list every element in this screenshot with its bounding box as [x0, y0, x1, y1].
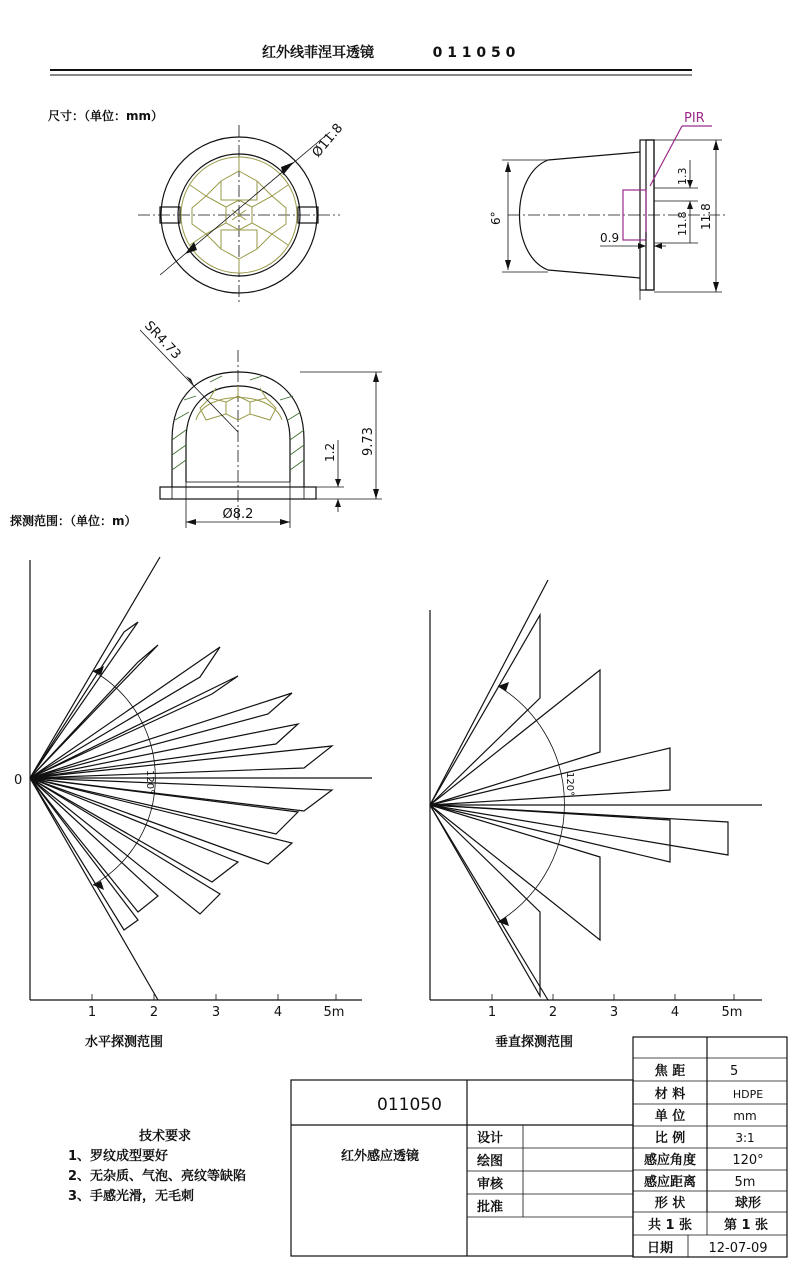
spec-angle-label: 感应角度 [643, 1153, 697, 1168]
pir-label: PIR [684, 111, 705, 126]
vertical-tick-3: 3 [609, 1005, 619, 1020]
dome-thickness-label: 1.2 [323, 442, 337, 462]
date-label: 日期 [646, 1241, 674, 1256]
vertical-zone-1 [430, 615, 540, 805]
technical-requirements [68, 1128, 246, 1204]
spec-material-label: 材 料 [654, 1087, 686, 1102]
horizontal-tick-2: 2 [149, 1005, 159, 1020]
spec-shape-label: 形 状 [654, 1196, 686, 1211]
vertical-tick-5: 5m [721, 1005, 743, 1020]
horizontal-zone-4 [30, 676, 238, 778]
horizontal-x-ticks [88, 994, 345, 1020]
side-view [489, 111, 725, 300]
side-overall-label: 11.8 [699, 203, 713, 230]
date-value: 12-07-09 [708, 1241, 768, 1256]
horizontal-zone-1 [30, 622, 138, 778]
dome-section-view [140, 318, 382, 528]
front-view [138, 121, 346, 305]
part-number: 011050 [377, 1095, 442, 1115]
vertical-tick-4: 4 [670, 1005, 680, 1020]
spec-material-value: HDPE [732, 1088, 764, 1101]
horizontal-tick-1: 1 [87, 1005, 97, 1020]
requirement-item-2: 2、无杂质、气泡、亮纹等缺陷 [68, 1169, 247, 1184]
side-0-9-label: 0.9 [600, 231, 620, 245]
requirement-item-1: 1、罗纹成型要好 [68, 1149, 169, 1164]
front-diameter-label: Ø11.8 [309, 120, 347, 161]
title-block [291, 1037, 787, 1257]
dome-base-diameter-label: Ø8.2 [222, 507, 254, 522]
horizontal-angle-label: 120° [144, 770, 155, 795]
drawing-title: 红外线菲涅耳透镜 [262, 45, 374, 61]
side-1-3-label: 1.3 [676, 167, 689, 185]
range-label: 探测范围：（单位：m） [10, 514, 137, 528]
spec-unit-value: mm [733, 1109, 757, 1123]
spec-distance-value: 5m [734, 1175, 756, 1190]
spec-scale-label: 比 例 [654, 1131, 686, 1146]
requirement-item-3: 3、手感光滑，无毛刺 [68, 1189, 195, 1204]
sheet-number: 第 1 张 [723, 1218, 769, 1233]
spec-scale-value: 3:1 [735, 1131, 755, 1145]
vertical-tick-2: 2 [548, 1005, 558, 1020]
signoff-draw: 绘图 [476, 1154, 504, 1169]
vertical-angle-label: 120° [564, 772, 575, 797]
signoff-review: 审核 [476, 1177, 504, 1192]
drawing-code: 0 1 1 0 5 0 [432, 45, 516, 61]
signoff-approve: 批准 [476, 1200, 504, 1215]
vertical-x-ticks [488, 994, 743, 1020]
vertical-tick-1: 1 [487, 1005, 497, 1020]
section-lens-pattern [196, 386, 282, 420]
spec-focal-value: 5 [730, 1064, 739, 1079]
requirements-title: 技术要求 [138, 1129, 192, 1144]
horizontal-zone-11 [30, 778, 238, 882]
side-11-8-small-label: 11.8 [676, 211, 689, 236]
sheet-total: 共 1 张 [647, 1218, 693, 1233]
part-name: 红外感应透镜 [340, 1149, 420, 1164]
horizontal-fan-zones [30, 622, 332, 930]
horizontal-tick-3: 3 [211, 1005, 221, 1020]
horizontal-range-diagram [14, 557, 372, 1050]
horizontal-tick-5: 5m [323, 1005, 345, 1020]
dome-radius-label: SR4.73 [141, 318, 184, 363]
vertical-zone-4 [430, 805, 728, 855]
dimensions-label: 尺寸：（单位：mm） [48, 109, 164, 123]
horizontal-zone-10 [30, 778, 292, 864]
signoff-design: 设计 [476, 1131, 504, 1146]
spec-focal-label: 焦 距 [654, 1064, 686, 1079]
vertical-caption: 垂直探测范围 [494, 1035, 574, 1050]
spec-unit-label: 单 位 [654, 1109, 686, 1124]
spec-angle-value: 120° [732, 1153, 764, 1168]
side-angle-label: 6° [489, 211, 503, 225]
spec-shape-value: 球形 [734, 1196, 762, 1211]
dome-height-label: 9.73 [361, 427, 376, 456]
horizontal-caption: 水平探测范围 [84, 1035, 164, 1050]
horizontal-origin-label: 0 [14, 773, 23, 788]
spec-distance-label: 感应距离 [643, 1175, 697, 1190]
horizontal-tick-4: 4 [273, 1005, 283, 1020]
horizontal-zone-2 [30, 645, 158, 778]
vertical-range-diagram [430, 580, 762, 1050]
